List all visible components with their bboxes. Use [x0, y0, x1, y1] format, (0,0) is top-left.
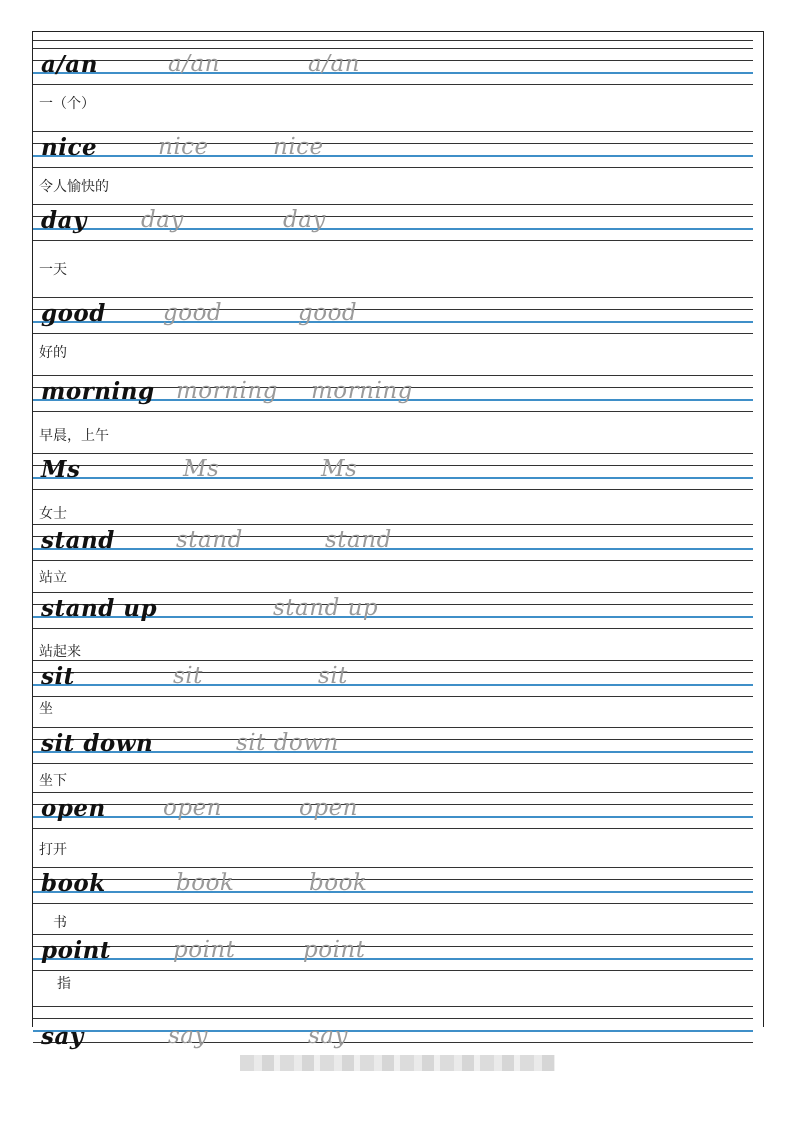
meaning: 一天: [39, 262, 67, 278]
word-trace: stand up: [273, 595, 379, 621]
word-main: a/an: [41, 51, 98, 78]
meaning: 站立: [39, 570, 67, 586]
word-main: stand up: [41, 595, 158, 622]
word-trace: sit down: [236, 730, 339, 756]
practice-row-sit-down: [33, 727, 753, 763]
word-main: say: [41, 1023, 84, 1050]
word-trace: day: [283, 207, 326, 233]
word-trace: say: [168, 1023, 209, 1049]
word-trace: stand: [176, 527, 243, 553]
meaning: 一（个）: [39, 96, 95, 112]
practice-row-stand-up: [33, 592, 753, 628]
practice-row-point: [33, 934, 753, 970]
practice-row-sit: [33, 660, 753, 696]
word-main: open: [41, 795, 106, 822]
meaning: 坐下: [39, 773, 67, 789]
meaning: 打开: [39, 842, 67, 858]
word-main: day: [41, 207, 87, 234]
word-trace: Ms: [183, 456, 220, 482]
word-trace: point: [303, 937, 366, 963]
meaning: 好的: [39, 345, 67, 361]
word-trace: nice: [273, 134, 324, 160]
word-main: Ms: [41, 456, 81, 483]
meaning: 书: [53, 915, 67, 931]
word-trace: sit: [173, 663, 203, 689]
word-trace: stand: [325, 527, 392, 553]
word-trace: good: [163, 300, 223, 326]
word-main: nice: [41, 134, 98, 161]
word-trace: point: [173, 937, 236, 963]
word-trace: nice: [158, 134, 209, 160]
word-trace: good: [298, 300, 358, 326]
word-main: morning: [41, 378, 155, 405]
meaning: 早晨，上午: [39, 428, 109, 444]
word-trace: say: [308, 1023, 349, 1049]
meaning: 指: [57, 976, 71, 992]
practice-row-open: [33, 792, 753, 828]
practice-row-morning: [33, 375, 753, 411]
practice-row-book: [33, 867, 753, 903]
meaning: 令人愉快的: [39, 179, 109, 195]
word-trace: a/an: [308, 51, 360, 77]
word-trace: a/an: [168, 51, 220, 77]
word-trace: open: [163, 795, 222, 821]
worksheet-page: [32, 31, 764, 1050]
word-main: book: [41, 870, 106, 897]
word-trace: day: [141, 207, 184, 233]
word-main: point: [41, 937, 112, 964]
meaning: 女士: [39, 506, 67, 522]
meaning: 站起来: [39, 644, 81, 660]
word-main: sit: [41, 663, 75, 690]
top-rule: [33, 40, 753, 41]
practice-row-say: [33, 1006, 753, 1050]
practice-row-stand: [33, 524, 753, 560]
word-trace: morning: [176, 378, 278, 404]
word-trace: sit: [318, 663, 348, 689]
blurred-watermark: [240, 1055, 555, 1071]
practice-row-nice: [33, 131, 753, 167]
word-trace: book: [176, 870, 235, 896]
word-trace: morning: [311, 378, 413, 404]
word-main: stand: [41, 527, 115, 554]
word-trace: book: [309, 870, 368, 896]
word-main: good: [41, 300, 106, 327]
practice-row-ms: [33, 453, 753, 489]
word-main: sit down: [41, 730, 154, 757]
word-trace: open: [299, 795, 358, 821]
practice-row-a-an: [33, 48, 753, 84]
practice-row-good: [33, 297, 753, 333]
practice-row-day: [33, 204, 753, 240]
word-trace: Ms: [321, 456, 358, 482]
meaning: 坐: [39, 701, 53, 717]
